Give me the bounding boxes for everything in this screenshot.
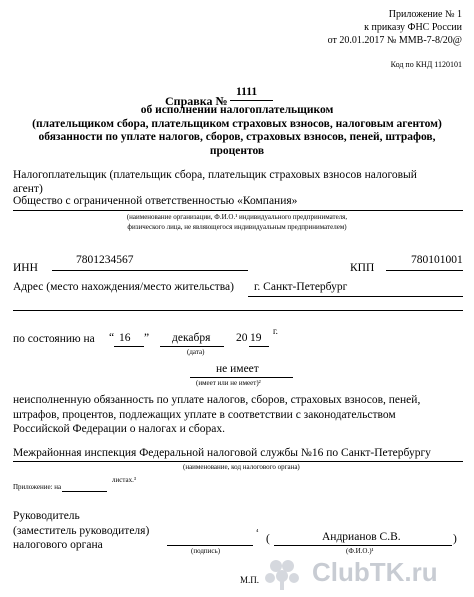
fio-close-paren: ): [453, 533, 457, 545]
obligation-line2: штрафов, процентов, подлежащих уплате в соответствии с законодательством: [13, 408, 396, 421]
date-open-quote: “: [109, 332, 115, 344]
certificate-number: 1111: [236, 86, 258, 98]
watermark-logo-icon: [262, 556, 310, 592]
date-month-line: [160, 346, 224, 347]
taxpayer-label-line1: Налогоплательщик (плательщик сбора, плательщик страховых взносов налоговый: [13, 169, 417, 181]
title-line-5: процентов: [209, 144, 265, 157]
signature-footnote: ⁴: [256, 528, 259, 536]
attachment-suffix: листах.³: [112, 476, 136, 484]
date-year: 19: [250, 332, 262, 344]
fio-open-paren: (: [266, 533, 270, 545]
signatory-line1: Руководитель: [13, 510, 80, 522]
signatory-title: [13, 509, 149, 553]
taxpayer-caption-line1: (наименование организации, Ф.И.О.¹ индивидуального предпринимателя,: [126, 213, 348, 221]
taxpayer-label: [13, 168, 417, 196]
date-day-line: [114, 346, 144, 347]
fio-line: [274, 545, 452, 546]
address-line-2: [13, 310, 463, 311]
address-value: г. Санкт-Петербург: [254, 281, 348, 293]
obligation-line3: Российской Федерации о налогах и сборах.: [13, 423, 226, 435]
taxpayer-label-line2: агент): [13, 183, 43, 195]
date-year-line: [249, 346, 269, 347]
signature-caption: (подпись): [191, 547, 221, 555]
stamp-place: М.П.: [240, 575, 260, 585]
attachment-label: Приложение: на: [13, 483, 62, 491]
certificate-title: [0, 104, 474, 158]
appendix-label: Приложение № 1: [388, 9, 462, 20]
date-label: по состоянию на: [13, 333, 95, 345]
tax-authority-line: [13, 461, 463, 462]
certificate-title-prefix: Справка №: [165, 94, 228, 108]
date-day: 16: [119, 332, 131, 344]
attachment-sheets-line: [62, 491, 107, 492]
title-line-4: обязанности по уплате налогов, сборов, страховых взносов, пеней, штрафов,: [38, 131, 436, 143]
knd-code: Код по КНД 1120101: [390, 60, 462, 69]
tax-authority-name: Межрайонная инспекция Федеральной налоговой службы №16 по Санкт-Петербургу: [13, 447, 431, 459]
title-line-2: об исполнении налогоплательщиком: [140, 104, 334, 116]
status-line: [190, 377, 293, 378]
watermark: [262, 556, 472, 592]
date-month: декабря: [172, 332, 211, 344]
date-caption: (дата): [187, 348, 205, 356]
status-value: не имеет: [216, 363, 259, 375]
title-line-3: (плательщиком сбора, плательщиком страховых взносов, налоговым агентом): [32, 117, 442, 130]
inn-line: [52, 270, 248, 271]
signature-line: [167, 545, 253, 546]
signatory-line2: (заместитель руководителя): [13, 524, 150, 537]
date-year-prefix: 20: [236, 332, 248, 344]
taxpayer-caption-line2: физического лица, не являющегося индивидуальным предпринимателем): [127, 223, 347, 231]
tax-authority-caption: (наименование, код налогового органа): [183, 463, 300, 471]
certificate-number-line: [230, 100, 273, 101]
address-label: Адрес (место нахождения/место жительства): [13, 281, 234, 293]
signatory-line3: налогового органа: [13, 539, 103, 551]
obligation-text: [13, 393, 420, 437]
inn-label: ИНН: [13, 262, 38, 274]
fio-caption: (Ф.И.О.)¹: [346, 547, 374, 555]
document-header: [328, 8, 462, 47]
kpp-value: 780101001: [411, 254, 463, 266]
taxpayer-caption: [0, 212, 474, 232]
taxpayer-name-line: [13, 210, 463, 211]
kpp-line: [386, 270, 463, 271]
date-close-quote: ”: [144, 332, 150, 344]
order-date-label: от 20.01.2017 № ММВ-7-8/20@: [327, 35, 462, 46]
order-label: к приказу ФНС России: [364, 22, 462, 33]
address-line: [248, 296, 463, 297]
watermark-text: ClubTK.ru: [312, 557, 438, 587]
date-year-suffix: г.: [273, 326, 278, 336]
status-caption: (имеет или не имеет)²: [196, 379, 261, 387]
kpp-label: КПП: [350, 262, 375, 274]
inn-value: 7801234567: [76, 254, 134, 266]
signatory-name: Андрианов С.В.: [322, 531, 401, 543]
taxpayer-name: Общество с ограниченной ответственностью «Компания»: [13, 195, 298, 207]
obligation-line1: неисполненную обязанность по уплате налогов, сборов, страховых взносов, пеней,: [13, 394, 421, 406]
